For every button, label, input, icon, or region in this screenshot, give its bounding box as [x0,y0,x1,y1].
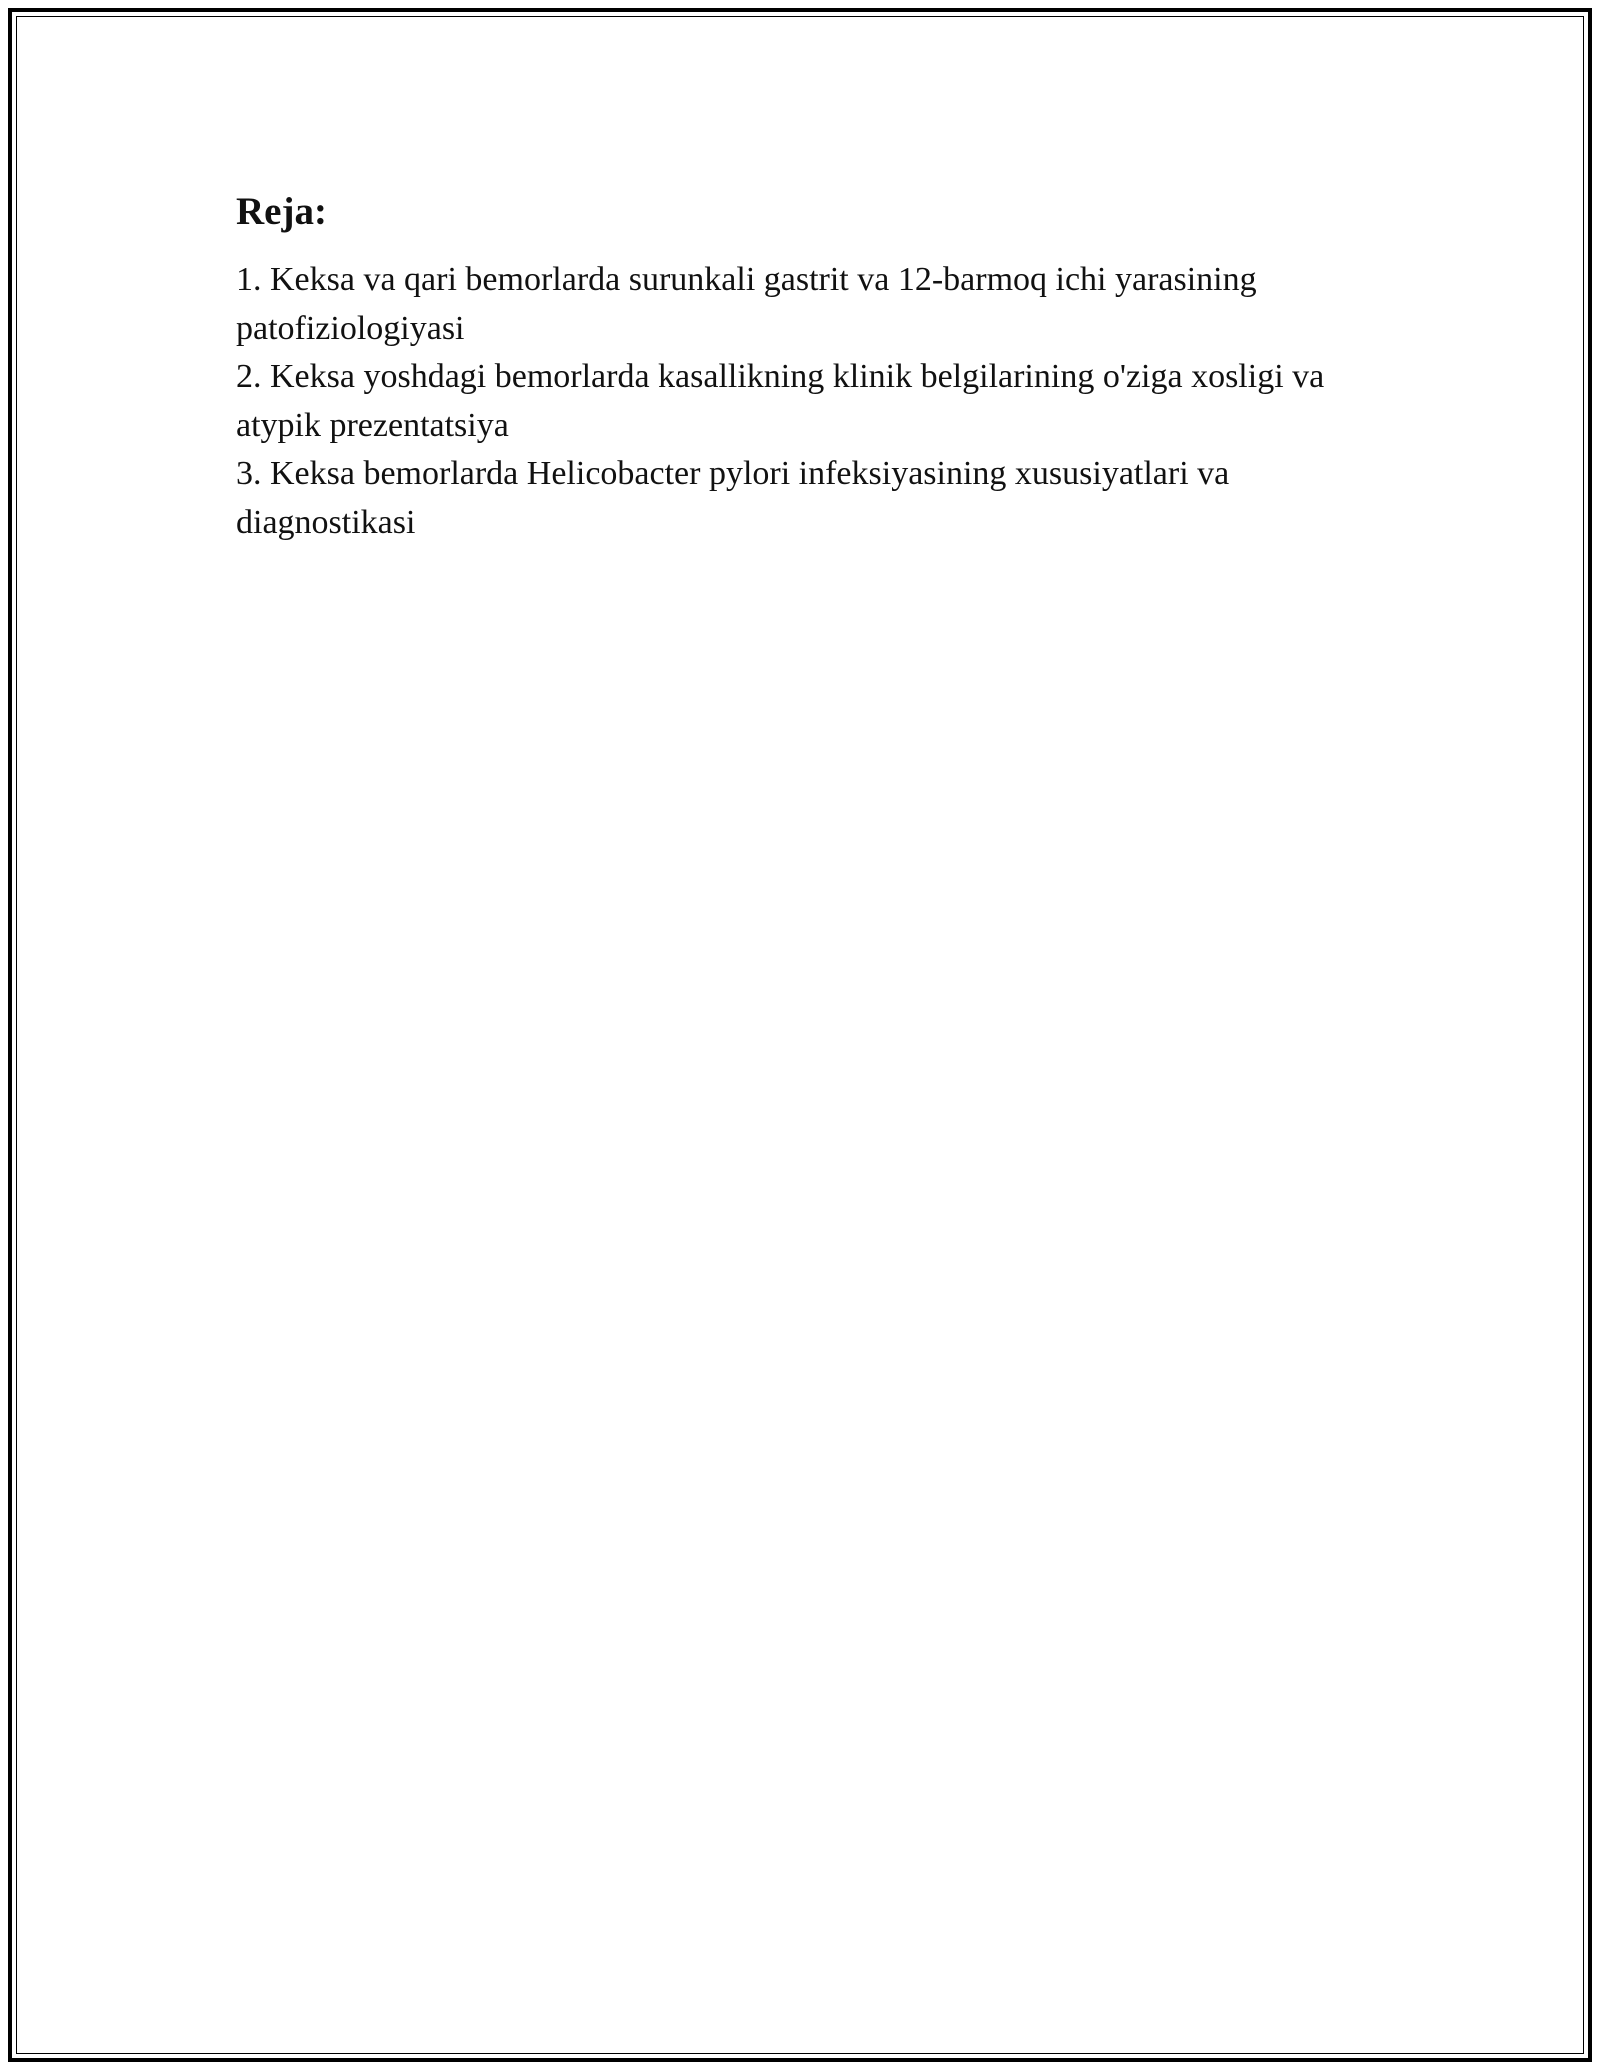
plan-item-2: 2. Keksa yoshdagi bemorlarda kasallikning klinik belgilarining o'ziga xosligi va atypik prezentatsiya [236,358,1325,444]
plan-list [236,256,1386,547]
plan-item-3: 3. Keksa bemorlarda Helicobacter pylori infeksiyasining xususiyatlari va diagnostikasi [236,455,1230,541]
plan-heading: Reja: [236,190,327,233]
plan-item-1: 1. Keksa va qari bemorlarda surunkali gastrit va 12-barmoq ichi yarasining patofiziologiyasi [236,261,1257,347]
page-content [236,188,1386,547]
